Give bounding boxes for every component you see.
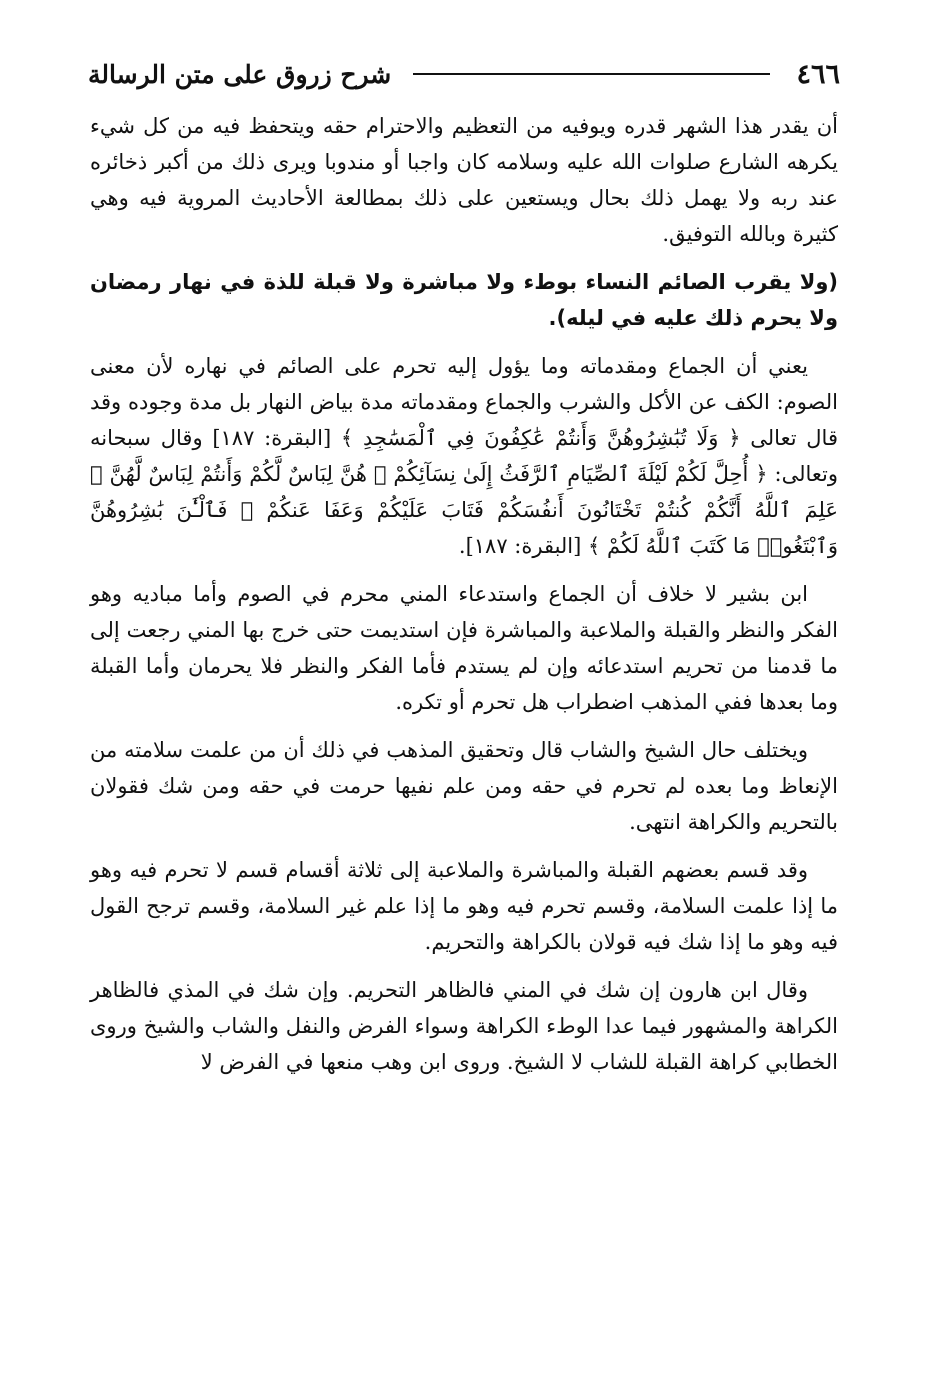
running-title: شرح زروق على متن الرسالة <box>88 59 392 89</box>
paragraph: وقد قسم بعضهم القبلة والمباشرة والملاعبة إلى ثلاثة أقسام قسم لا تحرم فيه وهو ما إذا علمت السلامة، وقسم تحرم فيه وهو ما إذا علم غير السلامة، وقسم ترجح القول فيه وهو ما إذا شك فيه قولان بالكراهة والتحريم. <box>90 858 838 954</box>
header-rule <box>413 73 770 75</box>
paragraph: يعني أن الجماع ومقدماته وما يؤول إليه تحرم على الصائم في نهاره لأن معنى الصوم: الكف عن الأكل والشرب والجماع ومقدماته مدة بياض النهار بل مدة وجوده وقد قال تعالى ﴿ وَلَا تُبَٰشِرُوهُنَّ وَأَنتُمْ عَٰكِفُونَ فِي ٱلْمَسَٰجِدِ ﴾ [البقرة: ١٨٧] وقال سبحانه وتعالى: ﴿ أُحِلَّ لَكُمْ لَيْلَةَ ٱلصِّيَامِ ٱلرَّفَثُ إِلَىٰ نِسَآئِكُمْ ۚ هُنَّ لِبَاسٌ لَّكُمْ وَأَنتُمْ لِبَاسٌ لَّهُنَّ ۗ عَلِمَ ٱللَّهُ أَنَّكُمْ كُنتُمْ تَخْتَانُونَ أَنفُسَكُمْ فَتَابَ عَلَيْكُمْ وَعَفَا عَنكُمْ ۖ فَٱلْـَٰٔنَ بَٰشِرُوهُنَّ وَٱبْتَغُوا۟ مَا كَتَبَ ٱللَّهُ لَكُمْ ﴾ [البقرة: ١٨٧]. <box>90 354 838 558</box>
paragraph: وقال ابن هارون إن شك في المني فالظاهر التحريم. وإن شك في المذي فالظاهر الكراهة والمشهور فيما عدا الوطء الكراهة وسواء الفرض والنفل والشاب والشيخ وروى الخطابي كراهة القبلة للشاب لا الشيخ. وروى ابن وهب منعها في الفرض لا <box>90 978 838 1074</box>
body-text <box>90 108 838 1092</box>
matn-quote: (ولا يقرب الصائم النساء بوطء ولا مباشرة ولا قبلة للذة في نهار رمضان ولا يحرم ذلك عليه في ليله). <box>90 270 838 330</box>
page-header <box>88 52 840 96</box>
paragraph: ابن بشير لا خلاف أن الجماع واستدعاء المني محرم في الصوم وأما مباديه وهو الفكر والنظر والقبلة والملاعبة والمباشرة فإن استديمت حتى خرج بها المني رجعت إلى ما قدمنا من تحريم استدعائه وإن لم يستدم فأما الفكر والنظر فلا يحرمان وأما القبلة وما بعدها ففي المذهب اضطراب هل تحرم أو تكره. <box>90 582 838 714</box>
paragraph: أن يقدر هذا الشهر قدره ويوفيه من التعظيم والاحترام حقه ويتحفظ فيه من كل شيء يكرهه الشارع صلوات الله عليه وسلامه كان واجبا أو مندوبا ويرى ذلك من أكبر ذخائره عند ربه ولا يهمل ذلك بحال ويستعين على ذلك بمطالعة الأحاديث المروية فيه وهي كثيرة وبالله التوفيق. <box>90 114 838 246</box>
paragraph: ويختلف حال الشيخ والشاب قال وتحقيق المذهب في ذلك أن من علمت سلامته من الإنعاظ وما بعده لم تحرم في حقه ومن علم نفيها حرمت في حقه ومن شك فقولان بالتحريم والكراهة انتهى. <box>90 738 838 834</box>
page-number: ٤٦٦ <box>796 58 840 90</box>
